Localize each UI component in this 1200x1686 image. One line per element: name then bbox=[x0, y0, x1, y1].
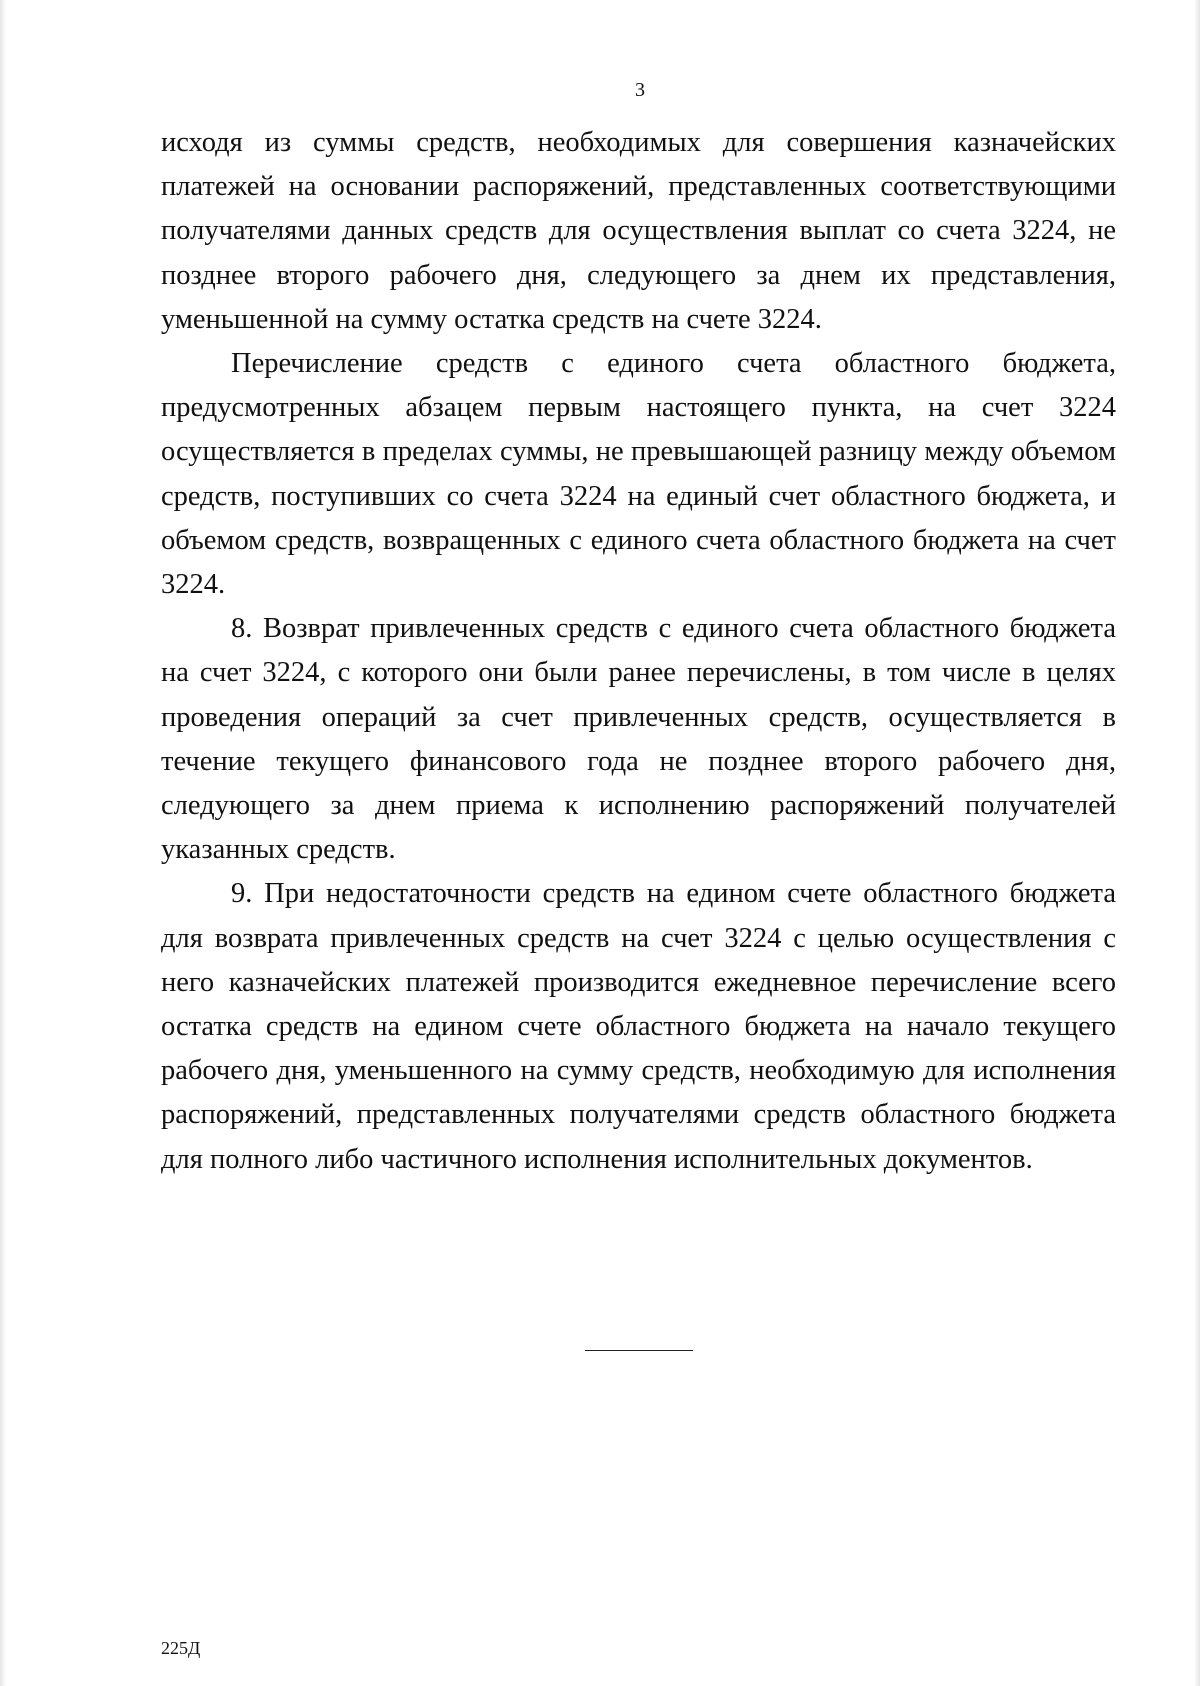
footer-document-code: 225Д bbox=[161, 1638, 201, 1658]
scan-edge-right bbox=[1194, 0, 1200, 1686]
document-body bbox=[161, 121, 1116, 1182]
paragraph-continuation: исходя из суммы средств, необходимых для совершения казначейских платежей на основании распоряжений, представленных соответствующими получателями данных средств для осуществления выплат со счета 3224, не позднее второго рабочего дня, следующего за днем их представления, уменьшенной на сумму остатка средств на счете 3224. bbox=[161, 127, 1116, 335]
paragraph-transfer-limits: Перечисление средств с единого счета областного бюджета, предусмотренных абзацем первым настоящего пункта, на счет 3224 осуществляется в пределах суммы, не превышающей разницу между объемом средств, поступивших со счета 3224 на единый счет областного бюджета, и объемом средств, возвращенных с единого счета областного бюджета на счет 3224. bbox=[161, 348, 1116, 601]
paragraph-item-9: 9. При недостаточности средств на едином счете областного бюджета для возврата привлеченных средств на счет 3224 с целью осуществления с него казначейских платежей производится ежедневное перечисление всего остатка средств на едином счете областного бюджета на начало текущего рабочего дня, уменьшенного на сумму средств, необходимую для исполнения распоряжений, представленных получателями средств областного бюджета для полного либо частичного исполнения исполнительных документов. bbox=[161, 878, 1116, 1175]
end-of-text-rule bbox=[585, 1350, 693, 1351]
page-number: 3 bbox=[635, 79, 645, 101]
paragraph-item-8: 8. Возврат привлеченных средств с единого счета областного бюджета на счет 3224, с которого они были ранее перечислены, в том числе в целях проведения операций за счет привлеченных средств, осуществляется в течение текущего финансового года не позднее второго рабочего дня, следующего за днем приема к исполнению распоряжений получателей указанных средств. bbox=[161, 613, 1116, 866]
scan-edge-left bbox=[0, 0, 6, 1686]
